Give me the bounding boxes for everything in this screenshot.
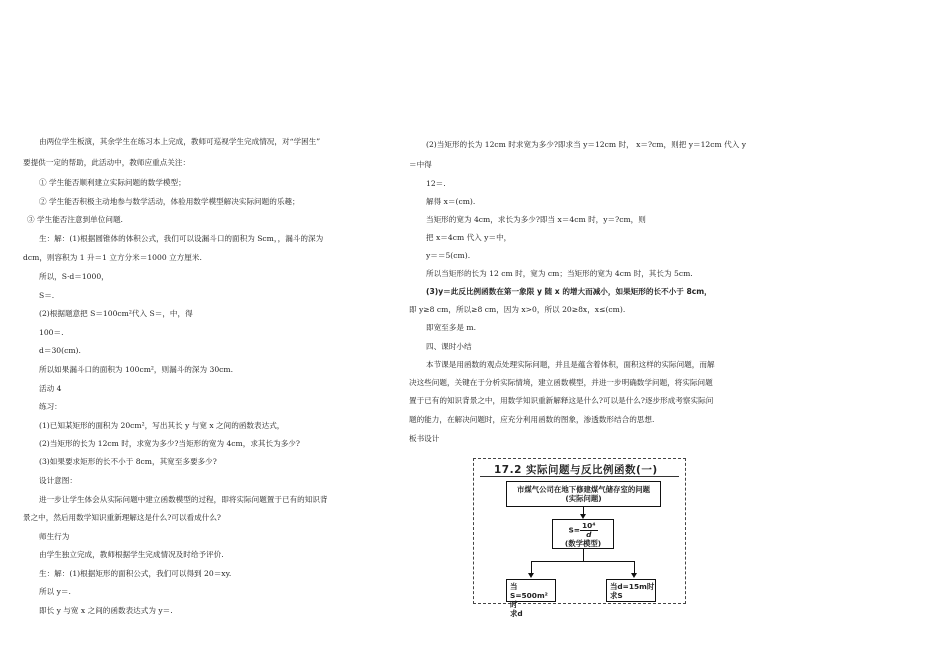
connector-line: [583, 549, 584, 561]
model-formula: [553, 522, 613, 539]
left-case-line2: 求d: [510, 609, 523, 618]
text-line: 生：解：(1)根据圆锥体的体积公式，我们可以设漏斗口的面积为 Scm，，漏斗的深为: [39, 234, 324, 243]
text-line: 设计意图：: [39, 476, 77, 485]
text-line: (3)如果要求矩形的长不小于 8cm，其宽至多要多少?: [39, 457, 217, 466]
text-line: dcm，则容积为 1 升＝1 立方分米＝1000 立方厘米.: [23, 253, 202, 262]
text-line: 即长 y 与宽 x 之间的函数表达式为 y＝.: [39, 606, 173, 615]
math-model-box: [552, 519, 614, 549]
text-line: ＝中得: [409, 160, 432, 169]
text-line: 题的能力，在解决问题时，应充分利用函数的图象，渗透数形结合的思想.: [409, 415, 655, 424]
model-label: (数学模型): [564, 539, 602, 548]
text-line: 即宽至多是 m.: [426, 323, 476, 332]
text-line: S＝.: [39, 291, 55, 300]
board-title: 17.2 实际问题与反比例函数(一): [494, 464, 658, 476]
text-line: 解得 x＝(cm).: [426, 197, 476, 206]
text-line: 本节课是用函数的观点处理实际问题，并且是蕴含着体积，面积这样的实际问题，而解: [426, 360, 715, 369]
text-line: (3)y＝此反比例函数在第一象限 y 随 x 的增大而减小，如果矩形的长不小于 8cm，: [426, 287, 712, 296]
text-line: 景之中，然后用数学知识重新理解这是什么?可以看成什么?: [23, 513, 221, 522]
text-line: y＝＝5(cm).: [426, 251, 471, 260]
text-line: 所以当矩形的长为 12 cm 时，宽为 cm；当矩形的宽为 4cm 时，其长为 5cm.: [426, 269, 693, 278]
text-line: ② 学生能否积极主动地参与数学活动，体验用数学模型解决实际问题的乐趣；: [39, 197, 300, 206]
title-divider: [480, 476, 679, 477]
text-line: (2)当矩形的长为 12cm 时，求宽为多少?当矩形的宽为 4cm，求其长为多少?: [39, 439, 300, 448]
text-line: 所以，S·d＝1000，: [39, 272, 109, 281]
text-line: 100＝.: [39, 328, 64, 337]
text-line: 所以如果漏斗口的面积为 100cm²，则漏斗的深为 30cm.: [39, 365, 234, 374]
text-line: 要提供一定的帮助，此活动中，教师应重点关注：: [23, 158, 191, 167]
text-line: ③ 学生能否注意到单位问题.: [27, 215, 123, 224]
connector-line: [531, 561, 635, 562]
text-line: (2)根据题意把 S＝100cm²代入 S＝，中，得: [39, 309, 193, 318]
arrow-down-icon: [528, 573, 534, 578]
section-heading: 板书设计: [409, 434, 440, 443]
text-line: 决这些问题，关键在于分析实际情境，建立函数模型，并进一步明确数学问题，将实际问题: [409, 378, 713, 387]
text-line: 练习：: [39, 402, 62, 411]
right-case-line1: 当d=15m时: [610, 582, 655, 591]
text-line: 当矩形的宽为 4cm，求长为多少?即当 x＝4cm 时，y＝?cm，则: [426, 215, 646, 224]
arrow-down-icon: [631, 573, 637, 578]
board-design-figure: [473, 458, 686, 618]
text-line: 把 x＝4cm 代入 y＝中，: [426, 233, 512, 242]
real-problem-box: [506, 481, 661, 507]
text-line: 置于已有的知识背景之中，用数学知识重新解释这是什么?可以是什么?逐步形成考察实际问: [409, 396, 714, 405]
real-problem-label: (实际问题): [565, 494, 602, 503]
text-line: 由学生独立完成，教师根据学生完成情况及时给予评价.: [39, 550, 224, 559]
right-case-box: [606, 579, 656, 602]
model-fraction: [580, 522, 598, 539]
real-problem-text: 市煤气公司在地下修建煤气储存室的问题: [516, 485, 651, 494]
text-line: 所以 y＝.: [39, 587, 71, 596]
model-denominator: d: [586, 530, 592, 539]
text-line: 12＝.: [426, 179, 446, 188]
text-line: (2)当矩形的长为 12cm 时求宽为多少?即求当 y＝12cm 时， x＝?cm，则把 y＝12cm 代入 y: [426, 140, 747, 149]
text-line: d＝30(cm).: [39, 346, 81, 355]
section-heading: 四、课时小结: [426, 342, 472, 351]
text-line: 生：解：(1)根据矩形的面积公式，我们可以得到 20＝xy.: [39, 569, 232, 578]
text-line: 师生行为: [39, 532, 70, 541]
text-line: (1)已知某矩形的面积为 20cm²，写出其长 y 与宽 x 之间的函数表达式，: [39, 421, 285, 430]
text-line: 由两位学生板演，其余学生在练习本上完成，教师可巡视学生完成情况，对“学困生”: [39, 137, 321, 146]
text-line: 活动 4: [39, 384, 62, 393]
model-lhs: S=: [568, 525, 580, 535]
left-case-line1: 当S=500m²时: [510, 582, 548, 609]
text-line: 进一步让学生体会从实际问题中建立函数模型的过程，即将实际问题置于已有的知识背: [39, 495, 328, 504]
text-line: 即 y≥8 cm，所以≥8 cm，因为 x>0，所以 20≥8x，x≤(cm).: [409, 305, 626, 314]
right-case-line2: 求S: [610, 591, 623, 600]
left-case-box: [506, 579, 556, 618]
text-line: ① 学生能否顺利建立实际问题的数学模型；: [39, 178, 186, 187]
model-numerator: 10⁴: [581, 521, 596, 530]
